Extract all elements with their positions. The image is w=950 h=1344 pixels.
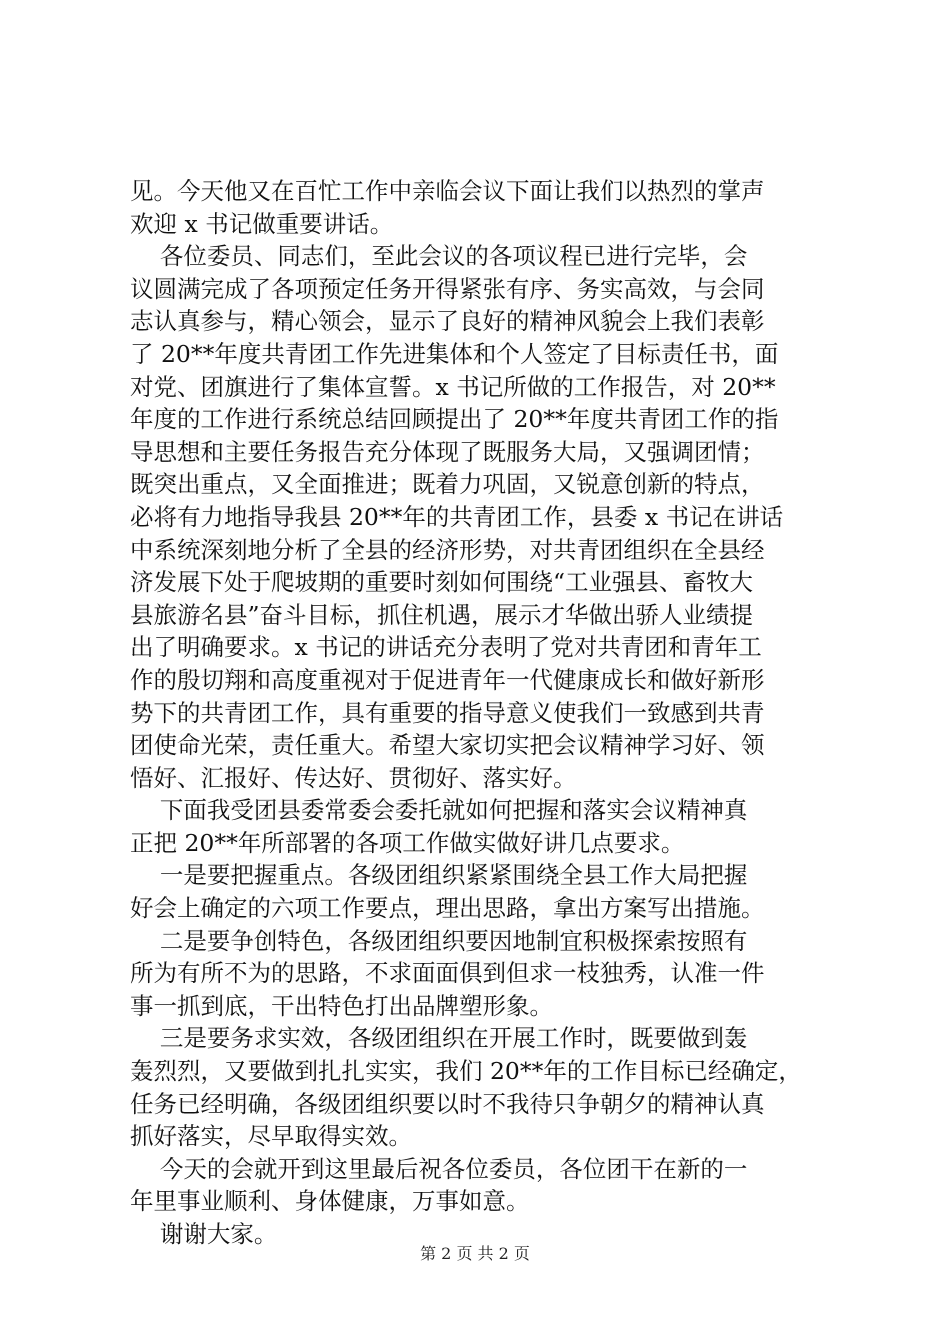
document-body [130,175,845,1251]
paragraph-5: 二是要争创特色，各级团组织要因地制宜积极探索按照有 所为有所不为的思路，不求面面俱到但求一枝独秀，认准一件 事一抓到底，干出特色打出品牌塑形象。 [130,926,765,1020]
paragraph-7: 今天的会就开到这里最后祝各位委员，各位团干在新的一 年里事业顺利、身体健康，万事如意。 [130,1154,748,1216]
paragraph-8: 谢谢大家。 [130,1220,278,1248]
paragraph-6: 三是要务求实效，各级团组织在开展工作时，既要做到轰 轰烈烈，又要做到扎扎实实，我们 20**年的工作目标已经确定， 任务已经明确，各级团组织要以时不我待只争朝夕的精神认真 抓好落实，尽早取得实效。 [130,1024,802,1151]
paragraph-1: 见。今天他又在百忙工作中亲临会议下面让我们以热烈的掌声 欢迎 x 书记做重要讲话。 [130,177,765,238]
page-footer: 第 2 页 共 2 页 [420,1244,530,1263]
paragraph-3: 下面我受团县委常委会委托就如何把握和落实会议精神真 正把 20**年所部署的各项工作做实做好讲几点要求。 [130,796,748,857]
paragraph-4: 一是要把握重点。各级团组织紧紧围绕全县工作大局把握 好会上确定的六项工作要点，理出思路，拿出方案写出措施。 [130,861,765,923]
paragraph-2: 各位委员、同志们，至此会议的各项议程已进行完毕，会 议圆满完成了各项预定任务开得紧张有序、务实高效，与会同 志认真参与，精心领会，显示了良好的精神风貌会上我们表彰 了 20**年度共青团工作先进集体和个人签定了目标责任书，面 对党、团旗进行了集体宣誓。x 书记所做的工作报告，对 20** 年度的工作进行系统总结回顾提出了 20**年度共青团工作的指 导思想和主要任务报告充分体现了既服务大局，又强调团情； 既突出重点，又全面推进；既着力巩固，又锐意创新的特点， 必将有力地指导我县 20**年的共青团工作，县委 x 书记在讲话 中系统深刻地分析了全县的经济形势，对共青团组织在全县经 济发展下处于爬坡期的重要时刻如何围绕“工业强县、畜牧大 县旅游名县”奋斗目标，抓住机遇，展示才华做出骄人业绩提 出了明确要求。x 书记的讲话充分表明了党对共青团和青年工 作的殷切翔和高度重视对于促进青年一代健康成长和做好新形 势下的共青团工作，具有重要的指导意义使我们一致感到共青 团使命光荣，责任重大。希望大家切实把会议精神学习好、领 悟好、汇报好、传达好、贯彻好、落实好。 [130,242,784,792]
